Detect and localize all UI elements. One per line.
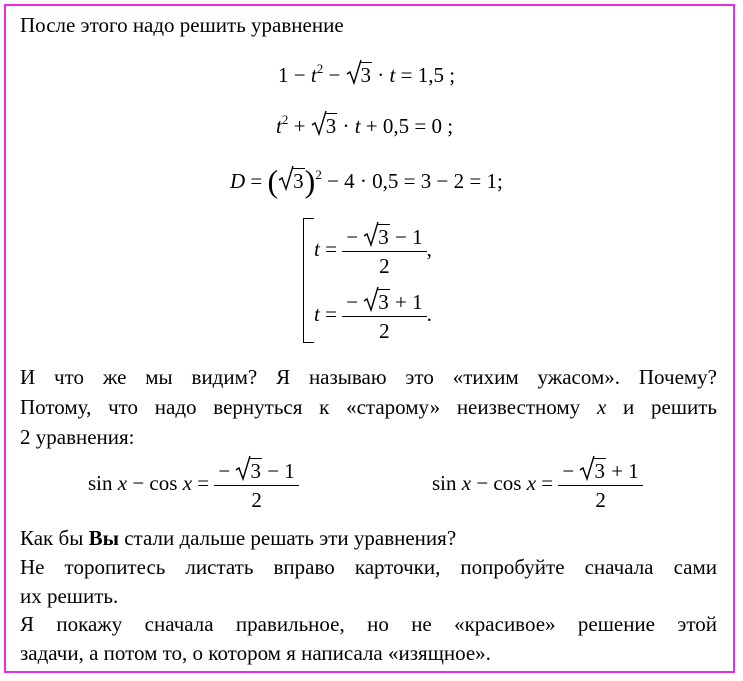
sqrt-icon: 3 [311,113,338,138]
paragraph-3-line-1: Не торопитесь листать вправо карточки, попробуйте сначала сами [20,555,717,579]
root-1: t = − 3 − 1 2 , [314,224,432,278]
equation-discriminant: D = ( 3)$^2$ − 4 · 0,5 = 3 − 2 = 1; [230,163,503,199]
sqrt-icon: 3 [278,168,305,193]
paragraph-3-line-2: их решить. [20,584,119,608]
sqrt-icon: 3 [346,62,373,87]
paragraph-2: Как бы Вы стали дальше решать эти уравнения? [20,526,457,550]
paragraph-1-line-3: 2 уравнения: [20,425,135,449]
sqrt-icon: 3 [363,224,390,249]
trig-equation-1: sin x − cos x = − 3 − 1 2 [88,458,299,512]
sqrt-icon: 3 [235,458,262,483]
fraction: − 3 + 1 2 [342,289,426,343]
root-2: t = − 3 + 1 2 . [314,289,432,343]
paragraph-1-line-2: Потому, что надо вернуться к «старому» неизвестному x и решить [20,395,717,419]
fraction: − 3 + 1 2 [558,458,642,512]
fraction: − 3 − 1 2 [342,224,426,278]
sqrt-icon: 3 [363,289,390,314]
paragraph-1-line-1: И что же мы видим? Я называю это «тихим ужасом». Почему? [20,365,717,389]
paragraph-4-line-1: Я покажу сначала правильное, но не «красивое» решение этой [20,612,717,636]
fraction: − 3 − 1 2 [214,458,298,512]
trig-equation-2: sin x − cos x = − 3 + 1 2 [432,458,643,512]
system-bracket [303,218,314,343]
intro-text: После этого надо решить уравнение [20,13,344,37]
sqrt-icon: 3 [579,458,606,483]
paragraph-4-line-2: задачи, а потом то, о котором я написала «изящное». [20,641,491,665]
equation-2: $t^2$ + 3 · t + 0,5 = 0 ; [276,112,454,138]
equation-1: $1 - t^2$ − 3 · t = 1,5 ; [278,61,456,87]
